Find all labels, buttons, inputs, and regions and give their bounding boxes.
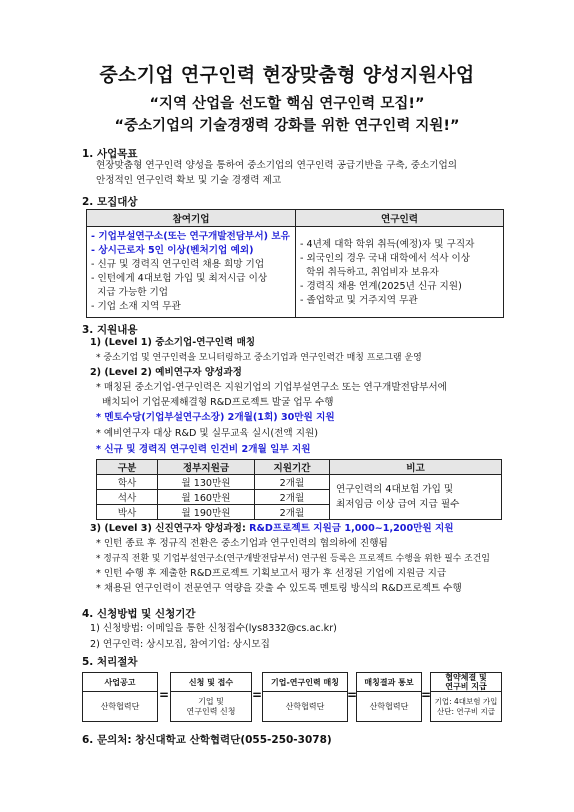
remark-line-1: 연구인력의 4대보험 가입 및 xyxy=(336,484,454,495)
level-3-funding: R&D프로젝트 지원금 1,000~1,200만원 지원 xyxy=(249,523,454,534)
level-3-title xyxy=(90,522,454,536)
eligibility-table xyxy=(86,209,504,318)
goal-line-2: 안정적인 연구인력 확보 및 기술 경쟁력 제고 xyxy=(96,175,282,186)
cell-degree: 박사 xyxy=(97,505,158,520)
support-table xyxy=(96,459,502,520)
level-2-title: 2) (Level 2) 예비연구자 양성과정 xyxy=(90,367,242,378)
researcher-criterion: - 경력직 채용 연계(2025년 신규 지원) xyxy=(300,281,462,292)
arrow-icon: = xyxy=(421,688,432,702)
level-1-title: 1) (Level 1) 중소기업-연구인력 매칭 xyxy=(90,337,256,348)
arrow-icon: = xyxy=(347,688,358,702)
company-criterion: - 기업 소재 지역 무관 xyxy=(91,301,181,312)
step-owner: 기업: 4대보험 가입 산단: 연구비 지급 xyxy=(434,696,498,716)
process-step xyxy=(430,672,502,722)
step-owner: 산학협력단 xyxy=(285,701,325,711)
company-criterion: 지급 가능한 기업 xyxy=(91,287,169,298)
cell-degree: 석사 xyxy=(97,490,158,505)
contact-heading: 6. 문의처: 창신대학교 산학협력단(055-250-3078) xyxy=(82,734,332,746)
cell-period: 2개월 xyxy=(255,475,330,490)
cell-remarks xyxy=(330,475,502,520)
step-title: 협약체결 및 연구비 지급 xyxy=(431,673,501,692)
col-researcher-header: 연구인력 xyxy=(296,210,504,227)
step-title: 신청 및 접수 xyxy=(171,673,251,692)
step-owner: 기업 및 연구인력 신청 xyxy=(186,696,236,716)
level-3-label: 3) (Level 3) 신진연구자 양성과정: xyxy=(90,523,250,534)
slogan-2: “중소기업의 기술경쟁력 강화를 위한 연구인력 지원!” xyxy=(114,118,460,134)
cell-period: 2개월 xyxy=(255,490,330,505)
researcher-criterion: - 4년제 대학 학위 취득(예정)자 및 구직자 xyxy=(300,239,475,250)
level-2-item-1b: 배치되어 기업문제해결형 R&D프로젝트 발굴 업무 수행 xyxy=(96,397,334,408)
step-owner: 산학협력단 xyxy=(369,701,409,711)
cell-degree: 학사 xyxy=(97,475,158,490)
level-3-item: * 인턴 종료 후 정규직 전환은 중소기업과 연구인력의 협의하에 진행됨 xyxy=(96,538,388,549)
section-1-heading: 1. 사업목표 xyxy=(82,148,138,160)
company-criterion: - 신규 및 경력직 연구인력 채용 희망 기업 xyxy=(91,259,265,270)
col-subsidy: 정부지원금 xyxy=(158,460,255,475)
level-2-item-4: * 신규 및 경력직 연구인력 인건비 2개월 일부 지원 xyxy=(96,444,311,455)
table-row xyxy=(97,475,502,490)
company-criterion: - 인턴에게 4대보험 가입 및 최저시급 이상 xyxy=(91,273,268,284)
section-3-heading: 3. 지원내용 xyxy=(82,324,138,336)
level-3-item: * 인턴 수행 후 제출한 R&D프로젝트 기획보고서 평가 후 선정된 기업에 지원금 지급 xyxy=(96,568,447,579)
goal-line-1: 현장맞춤형 연구인력 양성을 통하여 중소기업의 연구인력 공급기반을 구축, 중소기업의 xyxy=(96,160,458,171)
cell-period: 2개월 xyxy=(255,505,330,520)
process-step xyxy=(170,672,252,722)
level-3-item: * 채용된 연구인력이 전문연구 역량을 갖출 수 있도록 멘토링 방식의 R&D프로젝트 수행 xyxy=(96,583,462,594)
level-2-item-3: * 예비연구자 대상 R&D 및 실무교육 실시(전액 지원) xyxy=(96,428,318,439)
section-4-heading: 4. 신청방법 및 신청기간 xyxy=(82,608,196,620)
col-category: 구분 xyxy=(97,460,158,475)
company-criteria-cell xyxy=(87,227,296,318)
col-period: 지원기간 xyxy=(255,460,330,475)
process-step xyxy=(262,672,348,722)
process-flow xyxy=(82,672,502,720)
step-title: 사업공고 xyxy=(83,673,157,692)
section-2-heading: 2. 모집대상 xyxy=(82,196,138,208)
company-criterion: - 기업부설연구소(또는 연구개발전담부서) 보유 xyxy=(91,231,290,242)
level-1-item: * 중소기업 및 연구인력을 모니터링하고 중소기업과 연구인력간 매칭 프로그램 운영 xyxy=(96,353,422,363)
level-2-item-2: * 멘토수당(기업부설연구소장) 2개월(1회) 30만원 지원 xyxy=(96,412,335,423)
process-step xyxy=(356,672,422,722)
level-2-item-1a: * 매칭된 중소기업-연구인력은 지원기업의 기업부설연구소 또는 연구개발전담부서에 xyxy=(96,382,447,393)
cell-amount: 월 160만원 xyxy=(158,490,255,505)
apply-period: 2) 연구인력: 상시모집, 참여기업: 상시모집 xyxy=(90,639,270,650)
arrow-icon: = xyxy=(159,688,170,702)
step-title: 매칭결과 통보 xyxy=(357,673,421,692)
researcher-criteria-cell xyxy=(296,227,504,318)
slogan-1: “지역 산업을 선도할 핵심 연구인력 모집!” xyxy=(149,96,425,112)
col-remarks: 비고 xyxy=(330,460,502,475)
company-criterion: - 상시근로자 5인 이상(벤처기업 예외) xyxy=(91,245,254,256)
col-company-header: 참여기업 xyxy=(87,210,296,227)
cell-amount: 월 190만원 xyxy=(158,505,255,520)
page-title: 중소기업 연구인력 현장맞춤형 양성지원사업 xyxy=(99,64,475,86)
process-step xyxy=(82,672,158,722)
arrow-icon: = xyxy=(252,688,263,702)
cell-amount: 월 130만원 xyxy=(158,475,255,490)
remark-line-2: 최저임금 이상 급여 지급 필수 xyxy=(336,499,460,510)
step-owner: 산학협력단 xyxy=(100,701,140,711)
researcher-criterion: - 외국인의 경우 국내 대학에서 석사 이상 xyxy=(300,253,471,264)
researcher-criterion: - 졸업학교 및 거주지역 무관 xyxy=(300,295,418,306)
level-3-item: * 정규직 전환 및 기업부설연구소(연구개발전담부서) 연구원 등록은 프로젝트 수행을 위한 필수 조건임 xyxy=(96,554,490,564)
step-title: 기업-연구인력 매칭 xyxy=(263,673,347,692)
apply-method: 1) 신청방법: 이메일을 통한 신청접수(lys8332@cs.ac.kr) xyxy=(90,623,337,634)
researcher-criterion: 학위 취득하고, 취업비자 보유자 xyxy=(300,267,439,278)
section-5-heading: 5. 처리절차 xyxy=(82,656,138,668)
